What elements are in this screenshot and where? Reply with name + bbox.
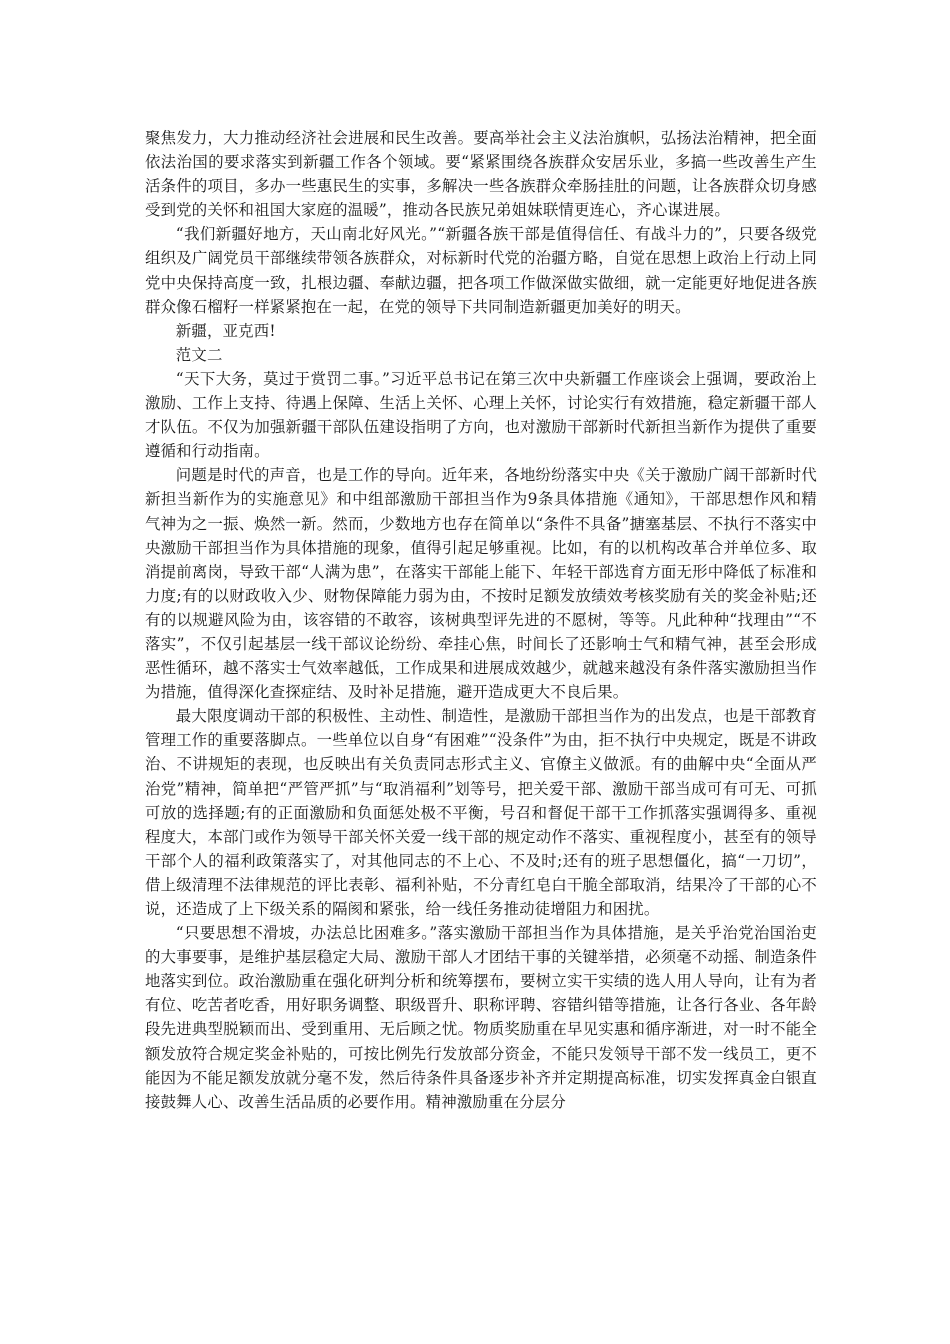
paragraph-closing: 新疆，亚克西! bbox=[175, 321, 276, 340]
paragraph: “只要思想不滑坡，办法总比困难多。”落实激励干部担当作为具体措施，是关乎治党治国治吏的大事要事，是维护基层稳定大局、激励干部人才团结干事的关键举措，必须毫不动摇、制造条件地落实到位。政治激励重在强化研判分析和统筹摆布，要树立实干实绩的选人用人导向，让有为者有位、吃苦者吃香，用好职务调整、职级晋升、职称评聘、容错纠错等措施，让各行各业、各年龄段先进典型脱颖而出、受到重用、无后顾之忧。物质奖励重在早见实惠和循序渐进，对一时不能全额发放符合规定奖金补贴的，可按比例先行发放部分资金，不能只发领导干部不发一线员工，更不能因为不能足额发放就分毫不发，然后待条件具备逐步补齐并定期提高标准，切实发挥真金白银直接鼓舞人心、改善生活品质的必要作用。精神激励重在分层分 bbox=[145, 924, 817, 1111]
section-heading: 范文二 bbox=[175, 345, 223, 364]
document-body bbox=[145, 126, 817, 1114]
paragraph-continued: 聚焦发力，大力推动经济社会进展和民生改善。要高举社会主义法治旗帜，弘扬法治精神，把全面依法治国的要求落实到新疆工作各个领域。要“紧紧围绕各族群众安居乐业，多搞一些改善生产生活条件的项目，多办一些惠民生的实事，多解决一些各族群众牵肠挂肚的问题，让各族群众切身感受到党的关怀和祖国大家庭的温暖”，推动各民族兄弟姐妹联情更连心，齐心谋进展。 bbox=[145, 129, 817, 220]
paragraph: “我们新疆好地方，天山南北好风光。”“新疆各族干部是值得信任、有战斗力的”，只要各级党组织及广阔党员干部继续带领各族群众，对标新时代党的治疆方略，自觉在思想上政治上行动上同党中央保持高度一致，扎根边疆、奉献边疆，把各项工作做深做实做细，就一定能更好地促进各族群众像石榴籽一样紧紧抱在一起，在党的领导下共同制造新疆更加美好的明天。 bbox=[145, 225, 817, 316]
paragraph: 最大限度调动干部的积极性、主动性、制造性，是激励干部担当作为的出发点，也是干部教育管理工作的重要落脚点。一些单位以自身“有困难”“没条件”为由，拒不执行中央规定，既是不讲政治、不讲规矩的表现，也反映出有关负责同志形式主义、官僚主义做派。有的曲解中央“全面从严治党”精神，简单把“严管严抓”与“取消福利”划等号，把关爱干部、激励干部当成可有可无、可抓可放的选择题;有的正面激励和负面惩处极不平衡，号召和督促干部干工作抓落实强调得多、重视程度大，本部门或作为领导干部关怀关爱一线干部的规定动作不落实、重视程度小，甚至有的领导干部个人的福利政策落实了，对其他同志的不上心、不及时;还有的班子思想僵化，搞“一刀切”，借上级清理不法律规范的评比表彰、福利补贴，不分青红皂白干脆全部取消，结果冷了干部的心不说，还造成了上下级关系的隔阂和紧张，给一线任务推动徒增阻力和困扰。 bbox=[145, 707, 817, 918]
paragraph: “天下大务，莫过于赏罚二事。”习近平总书记在第三次中央新疆工作座谈会上强调，要政治上激励、工作上支持、待遇上保障、生活上关怀、心理上关怀，讨论实行有效措施，稳定新疆干部人才队伍。不仅为加强新疆干部队伍建设指明了方向，也对激励干部新时代新担当新作为提供了重要遵循和行动指南。 bbox=[145, 369, 817, 461]
paragraph: 问题是时代的声音，也是工作的导向。近年来，各地纷纷落实中央《关于激励广阔干部新时代新担当新作为的实施意见》和中组部激励干部担当作为9条具体措施《通知》，干部思想作风和精气神为之一振、焕然一新。然而，少数地方也存在简单以“条件不具备”搪塞基层、不执行不落实中央激励干部担当作为具体措施的现象，值得引起足够重视。比如，有的以机构改革合并单位多、取消提前离岗，导致干部“人满为患”，在落实干部能上能下、年轻干部选育方面无形中降低了标准和力度;有的以财政收入少、财物保障能力弱为由，不按时足额发放绩效考核奖励有关的奖金补贴;还有的以规避风险为由，该容错的不敢容，该树典型评先进的不愿树，等等。凡此种种“找理由”“不落实”，不仅引起基层一线干部议论纷纷、牵挂心焦，时间长了还影响士气和精气神，甚至会形成恶性循环，越不落实士气效率越低，工作成果和进展成效越少，就越来越没有条件落实激励担当作为措施，值得深化查探症结、及时补足措施，避开造成更大不良后果。 bbox=[145, 466, 817, 702]
